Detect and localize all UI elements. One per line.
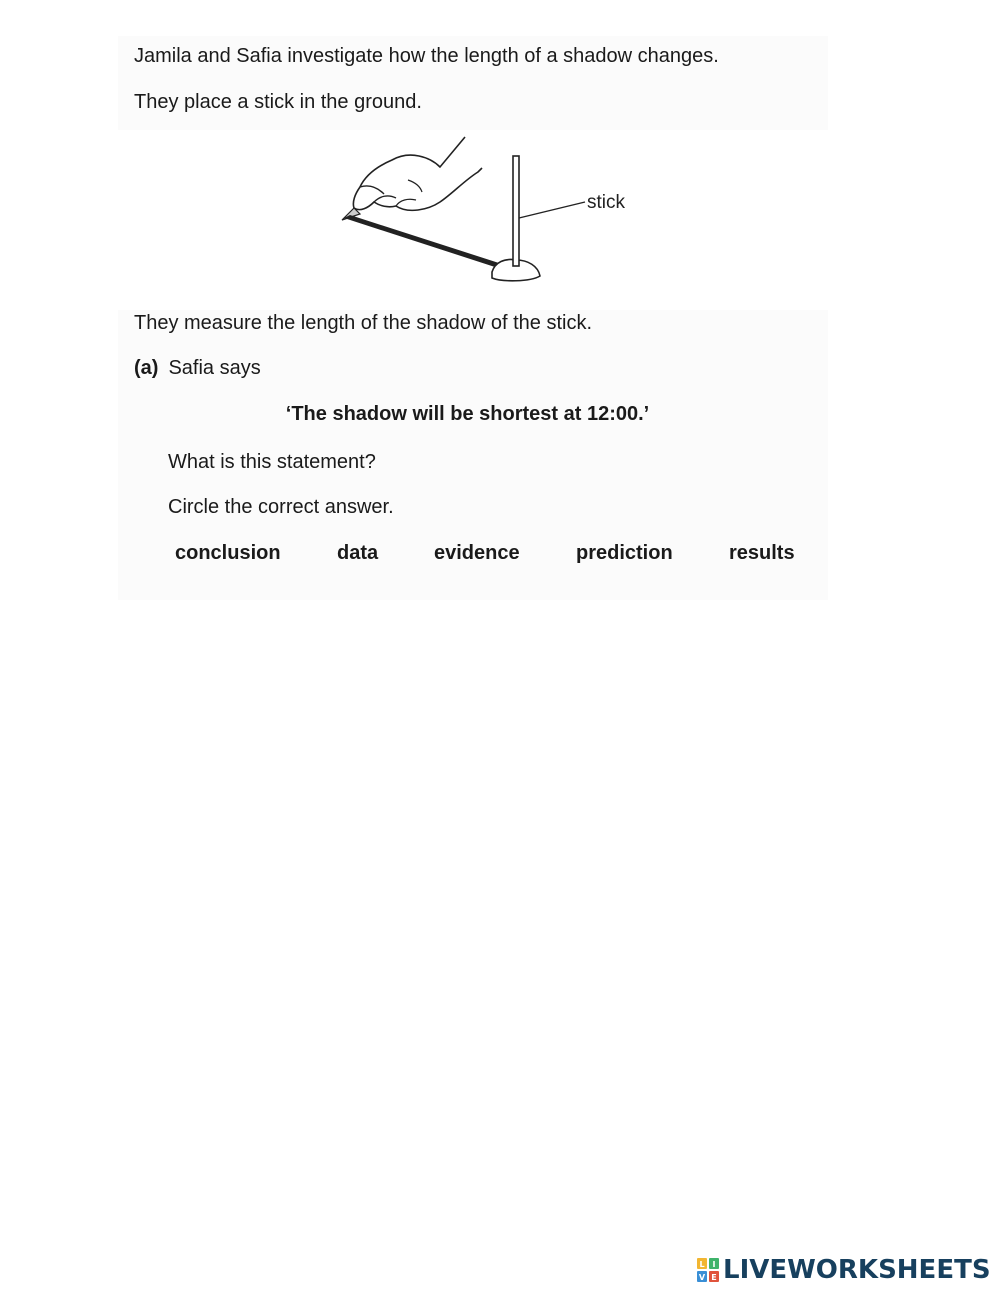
liveworksheets-logo: [697, 1255, 991, 1285]
option-conclusion[interactable]: conclusion: [175, 542, 281, 564]
logo-letter-l: L: [699, 1260, 705, 1269]
prompt-text: What is this statement?: [168, 451, 376, 473]
option-results[interactable]: results: [729, 542, 795, 564]
part-a-heading: [134, 357, 261, 380]
stick-label: stick: [587, 192, 625, 213]
intro-line-1: Jamila and Safia investigate how the length of a shadow changes.: [134, 45, 719, 67]
instruction-text: Circle the correct answer.: [168, 496, 394, 518]
option-data[interactable]: data: [337, 542, 379, 564]
intro-line-2: They place a stick in the ground.: [134, 91, 422, 113]
logo-letter-e: E: [711, 1273, 717, 1282]
logo-letter-i: I: [712, 1260, 716, 1269]
quote-statement: ‘The shadow will be shortest at 12:00.’: [285, 403, 650, 425]
brand-name: LIVEWORKSHEETS: [723, 1255, 991, 1285]
stick-drawing: [513, 156, 519, 266]
shadow-line: [344, 215, 502, 268]
part-label: (a): [134, 357, 159, 379]
option-prediction[interactable]: prediction: [576, 542, 673, 564]
stick-shadow-figure: [330, 132, 650, 302]
hand-drawing: [353, 137, 482, 210]
part-text: Safia says: [168, 357, 261, 379]
logo-letter-v: V: [698, 1273, 706, 1282]
logo-icon: [697, 1258, 719, 1282]
measure-line: They measure the length of the shadow of the stick.: [134, 312, 593, 334]
option-evidence[interactable]: evidence: [434, 542, 520, 564]
